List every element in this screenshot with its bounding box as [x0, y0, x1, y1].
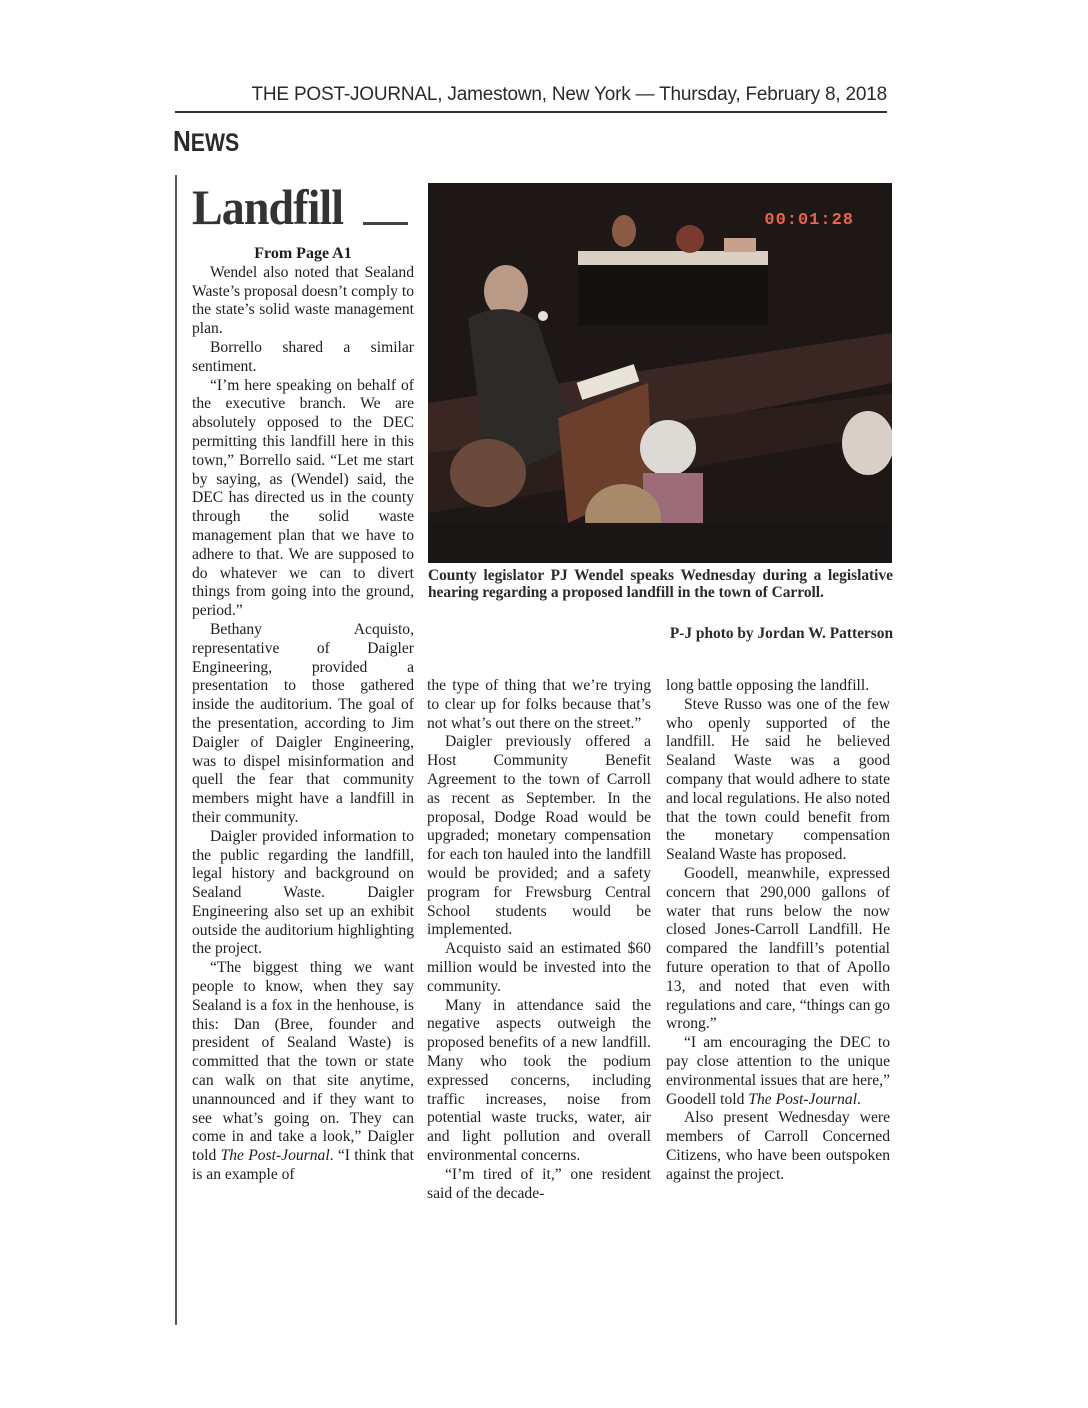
article-column-2 [427, 677, 651, 1203]
paragraph-text: “I am encouraging the DEC to pay close attention to the unique environmental issues that are here,” Goodell told [666, 1034, 890, 1108]
paragraph [192, 959, 414, 1185]
paragraph: “I’m here speaking on behalf of the executive branch. We are absolutely opposed to the DEC permitting this landfill here in this town,” Borrello said. “Let me start by saying, as (Wendel) said, the DEC has directed us in the county through the solid waste management plan that we have to adhere to that. We are supposed to do whatever we can to divert things from going into the ground, period.” [192, 376, 414, 620]
panelist [676, 225, 704, 253]
microphone [538, 311, 548, 321]
dais-table [578, 251, 768, 265]
section-label [173, 126, 239, 159]
column-rule [175, 175, 177, 1325]
paragraph-text: “The biggest thing we want people to know, when they say Sealand is a fox in the henhouse, is this: Dan (Bree, founder and president of Sealand Waste) is committed that the town or state can walk on that site anytime, unannounced and if they want to see what’s going on. They can come in and take a look,” Daigler told [192, 959, 414, 1165]
photo-credit: P-J photo by Jordan W. Patterson [669, 625, 893, 642]
audience-member [450, 439, 526, 507]
video-timestamp: 00:01:28 [764, 211, 854, 230]
paragraph: Steve Russo was one of the few who openly supported of the landfill. He said he believed Sealand Waste was a good company that would adhere to state and local regulations. He also noted that the town could benefit from the monetary compensation Sealand Waste has proposed. [666, 695, 890, 864]
paragraph: long battle opposing the landfill. [666, 677, 870, 694]
paragraph: Daigler previously offered a Host Community Benefit Agreement to the town of Carroll as recent as September. In the proposal, Dodge Road would be upgraded; monetary compensation for each ton hauled into the landfill would be provided; and a safety program for Frewsburg Central School students would be implemented. [427, 733, 651, 939]
paragraph: Wendel also noted that Sealand Waste’s proposal doesn’t comply to the state’s solid waste management plan. [192, 263, 414, 338]
paragraph: “I’m tired of it,” one resident said of the decade- [427, 1165, 651, 1202]
publication-name: The Post-Journal [220, 1147, 330, 1165]
paragraph-text: . “I think that is an example of [192, 1147, 414, 1184]
paragraph-text: . [857, 1090, 861, 1108]
section-label-rest: EWS [190, 129, 240, 157]
paragraph: Bethany Acquisto, representative of Daigler Engineering, provided a presentation to those gathered inside the auditorium. The goal of the presentation, according to Jim Daigler of Daigler Engineering, was to dispel misinformation and quell the fear that community members might have a landfill in their community. [192, 620, 414, 826]
publication-name: The Post-Journal [748, 1090, 858, 1108]
paragraph [666, 1034, 890, 1109]
paragraph: Many in attendance said the negative aspects outweigh the proposed benefits of a new landfill. Many who took the podium expressed concerns, including traffic increases, noise from potential waste trucks, water, air and light pollution and overall environmental concerns. [427, 996, 651, 1164]
article-column-3 [666, 677, 890, 1185]
paragraph: Acquisto said an estimated $60 million would be invested into the community. [427, 940, 651, 995]
masthead: THE POST-JOURNAL, Jamestown, New York — Thursday, February 8, 2018 [251, 84, 887, 105]
paragraph: Also present Wednesday were members of Carroll Concerned Citizens, who have been outspoken against the project. [666, 1109, 890, 1183]
headline: Landfill [192, 179, 344, 235]
speaker-head [484, 265, 528, 317]
headline-rule [363, 222, 408, 225]
auditorium-photo [428, 183, 892, 563]
jump-kicker: From Page A1 [254, 245, 352, 262]
section-label-cap: N [173, 126, 191, 158]
audience-member [640, 420, 696, 476]
paragraph: Borrello shared a similar sentiment. [192, 338, 414, 375]
paragraph: the type of thing that we’re trying to clear up for folks because that’s not what’s out there on the street.” [427, 677, 651, 732]
photo-caption: County legislator PJ Wendel speaks Wednesday during a legislative hearing regarding a proposed landfill in the town of Carroll. [428, 567, 893, 601]
news-photo [428, 183, 892, 563]
article-column-1 [192, 245, 414, 1185]
paragraph: Daigler provided information to the public regarding the landfill, legal history and background on Sealand Waste. Daigler Engineering also set up an exhibit outside the auditorium highlighting the project. [192, 827, 414, 958]
paragraph: Goodell, meanwhile, expressed concern that 290,000 gallons of water that runs below the now closed Jones-Carroll Landfill. He compared the landfill’s potential future operation to that of Apollo 13, and noted that even with regulations and care, “things can go wrong.” [666, 864, 890, 1033]
audience-member [842, 411, 892, 475]
masthead-rule [175, 111, 887, 113]
panelist [612, 215, 636, 247]
